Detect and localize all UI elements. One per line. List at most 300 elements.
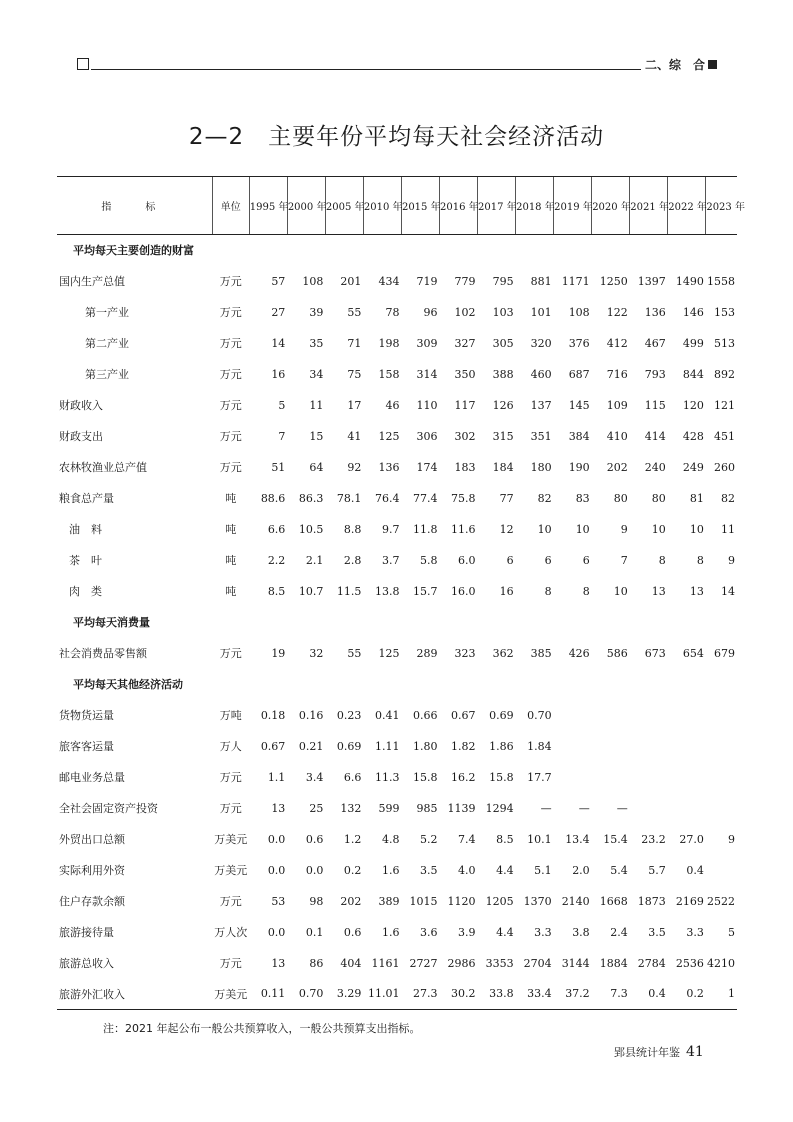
value-cell: 82 <box>537 491 552 505</box>
value-cell: 679 <box>714 646 735 660</box>
value-cell: 80 <box>651 491 666 505</box>
value-cell: 11.01 <box>363 979 401 1010</box>
value-cell: 77 <box>499 491 514 505</box>
value-cell: 309 <box>416 336 438 350</box>
section-heading: 平均每天消费量 <box>73 616 150 629</box>
value-cell: 0.66 <box>413 708 438 722</box>
value-cell: 10.1 <box>527 832 552 846</box>
value-cell: 327 <box>454 336 476 350</box>
value-cell: 10.7 <box>298 584 324 598</box>
table-row <box>57 514 737 545</box>
value-cell: 13 <box>689 584 704 598</box>
value-cell: 174 <box>416 460 438 474</box>
column-header-indicator: 指 标 <box>57 177 212 235</box>
value-cell: 404 <box>340 956 362 970</box>
value-cell: 6 <box>506 553 514 567</box>
unit-cell: 万美元 <box>214 833 248 846</box>
value-cell: 75 <box>347 367 362 381</box>
value-cell: 122 <box>606 305 628 319</box>
statistics-table-wrapper <box>57 176 745 1010</box>
value-cell: 11 <box>721 522 735 536</box>
section-heading: 平均每天其他经济活动 <box>73 678 183 691</box>
indicator-name: 社会消费品零售额 <box>59 647 147 660</box>
column-header-year: 2010 年 <box>363 177 401 235</box>
statistics-table <box>57 176 745 1010</box>
value-cell: 16 <box>499 584 514 598</box>
value-cell: 16.2 <box>451 770 476 784</box>
value-cell <box>554 700 592 731</box>
value-cell <box>592 731 630 762</box>
value-cell: 3.6 <box>420 925 438 939</box>
indicator-name: 旅游总收入 <box>59 957 114 970</box>
value-cell: 0.41 <box>374 708 400 722</box>
value-cell: 6 <box>544 553 552 567</box>
value-cell: 53 <box>271 894 286 908</box>
value-cell: 289 <box>416 646 438 660</box>
value-cell: 7 <box>278 429 286 443</box>
table-row <box>57 824 737 855</box>
unit-cell: 万元 <box>219 647 242 660</box>
value-cell: 8 <box>658 553 666 567</box>
value-cell: 412 <box>606 336 628 350</box>
value-cell <box>706 762 737 793</box>
value-cell: 0.0 <box>267 832 286 846</box>
value-cell: 10 <box>575 522 590 536</box>
indicator-name: 货物货运量 <box>59 709 114 722</box>
value-cell: 586 <box>606 646 628 660</box>
value-cell: 51 <box>271 460 286 474</box>
value-cell: 434 <box>378 274 400 288</box>
square-outline-icon <box>77 58 89 70</box>
value-cell: 125 <box>378 646 400 660</box>
table-row <box>57 886 737 917</box>
value-cell: 153 <box>714 305 735 319</box>
value-cell: 126 <box>492 398 514 412</box>
value-cell: 13 <box>271 956 286 970</box>
value-cell: 716 <box>606 367 628 381</box>
unit-cell: 吨 <box>225 492 237 505</box>
value-cell <box>554 731 592 762</box>
value-cell <box>630 731 668 762</box>
value-cell: 78 <box>385 305 400 319</box>
value-cell: 384 <box>568 429 590 443</box>
value-cell: 3144 <box>561 956 590 970</box>
value-cell: 249 <box>682 460 704 474</box>
indicator-name: 粮食总产量 <box>59 492 114 505</box>
unit-cell: 万人次 <box>214 926 248 939</box>
value-cell: 8 <box>544 584 552 598</box>
value-cell: 8.5 <box>267 584 286 598</box>
value-cell: 33.8 <box>478 979 516 1010</box>
value-cell: 120 <box>682 398 704 412</box>
value-cell: 1.11 <box>374 739 400 753</box>
value-cell: 1120 <box>447 894 476 908</box>
value-cell: 12 <box>499 522 514 536</box>
value-cell <box>630 700 668 731</box>
value-cell: 460 <box>530 367 552 381</box>
indicator-name: 油 料 <box>69 523 102 536</box>
value-cell: 451 <box>714 429 735 443</box>
value-cell: 3.3 <box>686 925 704 939</box>
value-cell <box>668 731 706 762</box>
page-title: 2—2 主要年份平均每天社会经济活动 <box>188 124 605 150</box>
value-cell: 410 <box>606 429 628 443</box>
indicator-name: 旅客客运量 <box>59 740 114 753</box>
value-cell: 414 <box>644 429 666 443</box>
value-cell: 5.1 <box>534 863 552 877</box>
unit-cell: 万人 <box>219 740 242 753</box>
value-cell: 5.4 <box>610 863 628 877</box>
unit-cell: 万元 <box>219 461 242 474</box>
value-cell: 0.6 <box>343 925 362 939</box>
value-cell: 3353 <box>485 956 514 970</box>
table-note: 注：2021 年起公布一般公共预算收入，一般公共预算支出指标。 <box>103 1022 421 1035</box>
value-cell: 71 <box>347 336 362 350</box>
value-cell: 599 <box>378 801 400 815</box>
value-cell: 2.0 <box>572 863 590 877</box>
value-cell: 8 <box>582 584 590 598</box>
value-cell: 892 <box>714 367 735 381</box>
value-cell: 0.4 <box>686 863 704 877</box>
value-cell: 2704 <box>523 956 552 970</box>
value-cell: 2140 <box>561 894 590 908</box>
value-cell: 687 <box>568 367 590 381</box>
value-cell: 39 <box>309 305 324 319</box>
table-row <box>57 731 737 762</box>
indicator-name: 旅游接待量 <box>59 926 114 939</box>
value-cell: 27 <box>271 305 286 319</box>
value-cell: 110 <box>416 398 438 412</box>
value-cell: 323 <box>454 646 476 660</box>
value-cell <box>592 700 630 731</box>
value-cell: 11.5 <box>336 584 362 598</box>
value-cell: 10.5 <box>298 522 324 536</box>
value-cell: 86.3 <box>298 491 324 505</box>
value-cell: 23.2 <box>641 832 666 846</box>
value-cell: 46 <box>385 398 400 412</box>
value-cell: 15.7 <box>413 584 438 598</box>
value-cell: 37.2 <box>554 979 592 1010</box>
value-cell: 13 <box>271 801 286 815</box>
indicator-name: 外贸出口总额 <box>59 833 125 846</box>
value-cell: 10 <box>537 522 552 536</box>
value-cell: 1.2 <box>343 832 362 846</box>
value-cell: 1171 <box>561 274 590 288</box>
value-cell: 2.8 <box>343 553 362 567</box>
indicator-name: 旅游外汇收入 <box>57 979 212 1010</box>
value-cell: 86 <box>309 956 324 970</box>
value-cell <box>706 731 737 762</box>
value-cell: 145 <box>568 398 590 412</box>
value-cell: 3.9 <box>458 925 476 939</box>
value-cell: 16.0 <box>451 584 476 598</box>
value-cell: 10 <box>651 522 666 536</box>
value-cell: 15.8 <box>413 770 438 784</box>
value-cell: 19 <box>271 646 286 660</box>
value-cell: 17.7 <box>527 770 552 784</box>
value-cell: 0.67 <box>451 708 476 722</box>
value-cell: 1.86 <box>489 739 514 753</box>
table-row <box>57 483 737 514</box>
value-cell: 9 <box>728 832 735 846</box>
value-cell: 1250 <box>599 274 628 288</box>
value-cell: 1490 <box>675 274 704 288</box>
value-cell: 0.67 <box>260 739 286 753</box>
indicator-name: 茶 叶 <box>69 554 102 567</box>
value-cell: 136 <box>378 460 400 474</box>
column-header-year: 2016 年 <box>440 177 478 235</box>
value-cell <box>630 762 668 793</box>
value-cell: 426 <box>568 646 590 660</box>
value-cell: 1370 <box>523 894 552 908</box>
value-cell: 8.8 <box>343 522 362 536</box>
value-cell: 103 <box>492 305 514 319</box>
value-cell: 779 <box>454 274 476 288</box>
indicator-name: 第二产业 <box>85 337 129 350</box>
indicator-name: 财政收入 <box>59 399 103 412</box>
unit-cell: 万元 <box>219 399 242 412</box>
column-header-year: 2021 年 <box>630 177 668 235</box>
value-cell: — <box>578 801 590 815</box>
value-cell: 1397 <box>637 274 666 288</box>
table-body <box>57 235 737 1010</box>
value-cell: 35 <box>309 336 324 350</box>
value-cell: 320 <box>530 336 552 350</box>
column-header-year: 2022 年 <box>668 177 706 235</box>
value-cell: 1.6 <box>381 925 400 939</box>
value-cell <box>668 700 706 731</box>
value-cell: 0.23 <box>336 708 362 722</box>
value-cell: 4210 <box>707 956 735 970</box>
value-cell: 1015 <box>409 894 438 908</box>
column-header-year: 2005 年 <box>325 177 363 235</box>
value-cell: 1205 <box>485 894 514 908</box>
value-cell: 202 <box>606 460 628 474</box>
value-cell: 3.5 <box>420 863 438 877</box>
value-cell: 1558 <box>707 274 735 288</box>
value-cell: 4.4 <box>496 863 514 877</box>
indicator-name: 财政支出 <box>59 430 103 443</box>
value-cell: 0.69 <box>489 708 514 722</box>
value-cell: 305 <box>492 336 514 350</box>
value-cell: 428 <box>682 429 704 443</box>
value-cell: 3.29 <box>325 979 363 1010</box>
unit-cell: 万元 <box>219 337 242 350</box>
section-heading-row <box>57 235 737 266</box>
value-cell: 5.8 <box>420 553 438 567</box>
value-cell: 5 <box>278 398 286 412</box>
value-cell: 315 <box>492 429 514 443</box>
value-cell: 389 <box>378 894 400 908</box>
value-cell: 1139 <box>447 801 476 815</box>
value-cell <box>706 793 737 824</box>
value-cell: 202 <box>340 894 362 908</box>
value-cell: 5.2 <box>420 832 438 846</box>
value-cell: 16 <box>271 367 286 381</box>
value-cell: 34 <box>309 367 324 381</box>
indicator-name: 国内生产总值 <box>59 275 125 288</box>
value-cell <box>592 762 630 793</box>
value-cell: 0.69 <box>336 739 362 753</box>
value-cell: 25 <box>309 801 324 815</box>
value-cell: 8.5 <box>496 832 514 846</box>
value-cell: 260 <box>714 460 735 474</box>
page-footer <box>614 1044 704 1060</box>
column-header-year: 2017 年 <box>478 177 516 235</box>
indicator-name: 邮电业务总量 <box>59 771 125 784</box>
value-cell: 351 <box>530 429 552 443</box>
value-cell: 3.4 <box>305 770 324 784</box>
value-cell: 0.21 <box>298 739 324 753</box>
column-header-year: 2020 年 <box>592 177 630 235</box>
value-cell: 76.4 <box>374 491 400 505</box>
value-cell: 0.0 <box>305 863 324 877</box>
value-cell: 2.1 <box>305 553 324 567</box>
filled-square-icon <box>708 60 717 69</box>
value-cell: 0.70 <box>287 979 325 1010</box>
page-number: 41 <box>686 1044 704 1060</box>
value-cell: 57 <box>271 274 286 288</box>
value-cell: 0.18 <box>260 708 286 722</box>
section-heading-row <box>57 607 737 638</box>
value-cell: 136 <box>644 305 666 319</box>
value-cell: 7.4 <box>458 832 476 846</box>
value-cell: 2.4 <box>610 925 628 939</box>
value-cell <box>706 700 737 731</box>
unit-cell: 吨 <box>225 585 237 598</box>
value-cell: 5 <box>728 925 735 939</box>
value-cell: 1.6 <box>381 863 400 877</box>
value-cell: 1.1 <box>267 770 286 784</box>
value-cell: 17 <box>347 398 362 412</box>
value-cell: 793 <box>644 367 666 381</box>
value-cell: 180 <box>530 460 552 474</box>
value-cell: 32 <box>309 646 324 660</box>
value-cell: 1884 <box>599 956 628 970</box>
value-cell: 11.8 <box>413 522 438 536</box>
value-cell: 3.8 <box>572 925 590 939</box>
value-cell: 795 <box>492 274 514 288</box>
value-cell: 513 <box>714 336 735 350</box>
value-cell: 376 <box>568 336 590 350</box>
column-header-unit: 单位 <box>212 177 249 235</box>
table-row <box>57 359 737 390</box>
column-header-year: 2015 年 <box>401 177 439 235</box>
value-cell: 1 <box>706 979 737 1010</box>
value-cell <box>706 855 737 886</box>
table-row <box>57 638 737 669</box>
column-header-year: 2018 年 <box>516 177 554 235</box>
value-cell: 6 <box>582 553 590 567</box>
value-cell: 0.6 <box>305 832 324 846</box>
table-row <box>57 576 737 607</box>
value-cell: 6.6 <box>343 770 362 784</box>
value-cell: 92 <box>347 460 362 474</box>
section-label: 二、综 合 <box>645 56 717 73</box>
value-cell: 75.8 <box>451 491 476 505</box>
value-cell: 8 <box>696 553 704 567</box>
value-cell: 0.11 <box>249 979 287 1010</box>
value-cell: 101 <box>530 305 552 319</box>
value-cell: 117 <box>454 398 476 412</box>
value-cell: 7 <box>620 553 628 567</box>
value-cell: 11.3 <box>374 770 400 784</box>
column-header-year: 1995 年 <box>249 177 287 235</box>
value-cell: 7.3 <box>592 979 630 1010</box>
table-row <box>57 545 737 576</box>
value-cell: 240 <box>644 460 666 474</box>
value-cell: 0.0 <box>267 863 286 877</box>
unit-cell: 万美元 <box>212 979 249 1010</box>
value-cell: 3.5 <box>648 925 666 939</box>
value-cell: 1.84 <box>527 739 552 753</box>
indicator-name: 第一产业 <box>85 306 129 319</box>
value-cell: 0.16 <box>298 708 324 722</box>
unit-cell: 万元 <box>219 802 242 815</box>
value-cell: 27.3 <box>401 979 439 1010</box>
value-cell: 78.1 <box>336 491 362 505</box>
value-cell: 115 <box>644 398 666 412</box>
value-cell: 673 <box>644 646 666 660</box>
value-cell: 13 <box>651 584 666 598</box>
value-cell: 183 <box>454 460 476 474</box>
value-cell: 125 <box>378 429 400 443</box>
unit-cell: 万元 <box>219 895 242 908</box>
value-cell <box>554 762 592 793</box>
value-cell: 64 <box>309 460 324 474</box>
value-cell: 14 <box>271 336 286 350</box>
column-header-year: 2023 年 <box>706 177 737 235</box>
section-heading-row <box>57 669 737 700</box>
table-row <box>57 328 737 359</box>
value-cell: 844 <box>682 367 704 381</box>
value-cell: 5.7 <box>648 863 666 877</box>
value-cell: 82 <box>721 491 735 505</box>
value-cell: 9 <box>620 522 628 536</box>
value-cell: 15 <box>309 429 324 443</box>
unit-cell: 万元 <box>219 771 242 784</box>
value-cell: 499 <box>682 336 704 350</box>
value-cell: 158 <box>378 367 400 381</box>
yearbook-name: 郢县统计年鉴 <box>614 1046 680 1059</box>
value-cell: 102 <box>454 305 476 319</box>
value-cell: 314 <box>416 367 438 381</box>
value-cell: 306 <box>416 429 438 443</box>
value-cell: 30.2 <box>440 979 478 1010</box>
table-row <box>57 948 737 979</box>
value-cell: — <box>616 801 628 815</box>
value-cell: 9.7 <box>381 522 400 536</box>
table-row <box>57 917 737 948</box>
value-cell: 385 <box>530 646 552 660</box>
value-cell: 109 <box>606 398 628 412</box>
value-cell <box>668 793 706 824</box>
value-cell: 1294 <box>485 801 514 815</box>
table-row <box>57 452 737 483</box>
value-cell: 2727 <box>409 956 438 970</box>
value-cell: 80 <box>613 491 628 505</box>
value-cell: 77.4 <box>413 491 438 505</box>
value-cell: 2784 <box>637 956 666 970</box>
table-row <box>57 297 737 328</box>
indicator-name: 住户存款余额 <box>59 895 125 908</box>
value-cell: 467 <box>644 336 666 350</box>
value-cell: 201 <box>340 274 362 288</box>
table-row <box>57 266 737 297</box>
unit-cell: 万元 <box>219 430 242 443</box>
value-cell: 190 <box>568 460 590 474</box>
value-cell: 4.4 <box>496 925 514 939</box>
